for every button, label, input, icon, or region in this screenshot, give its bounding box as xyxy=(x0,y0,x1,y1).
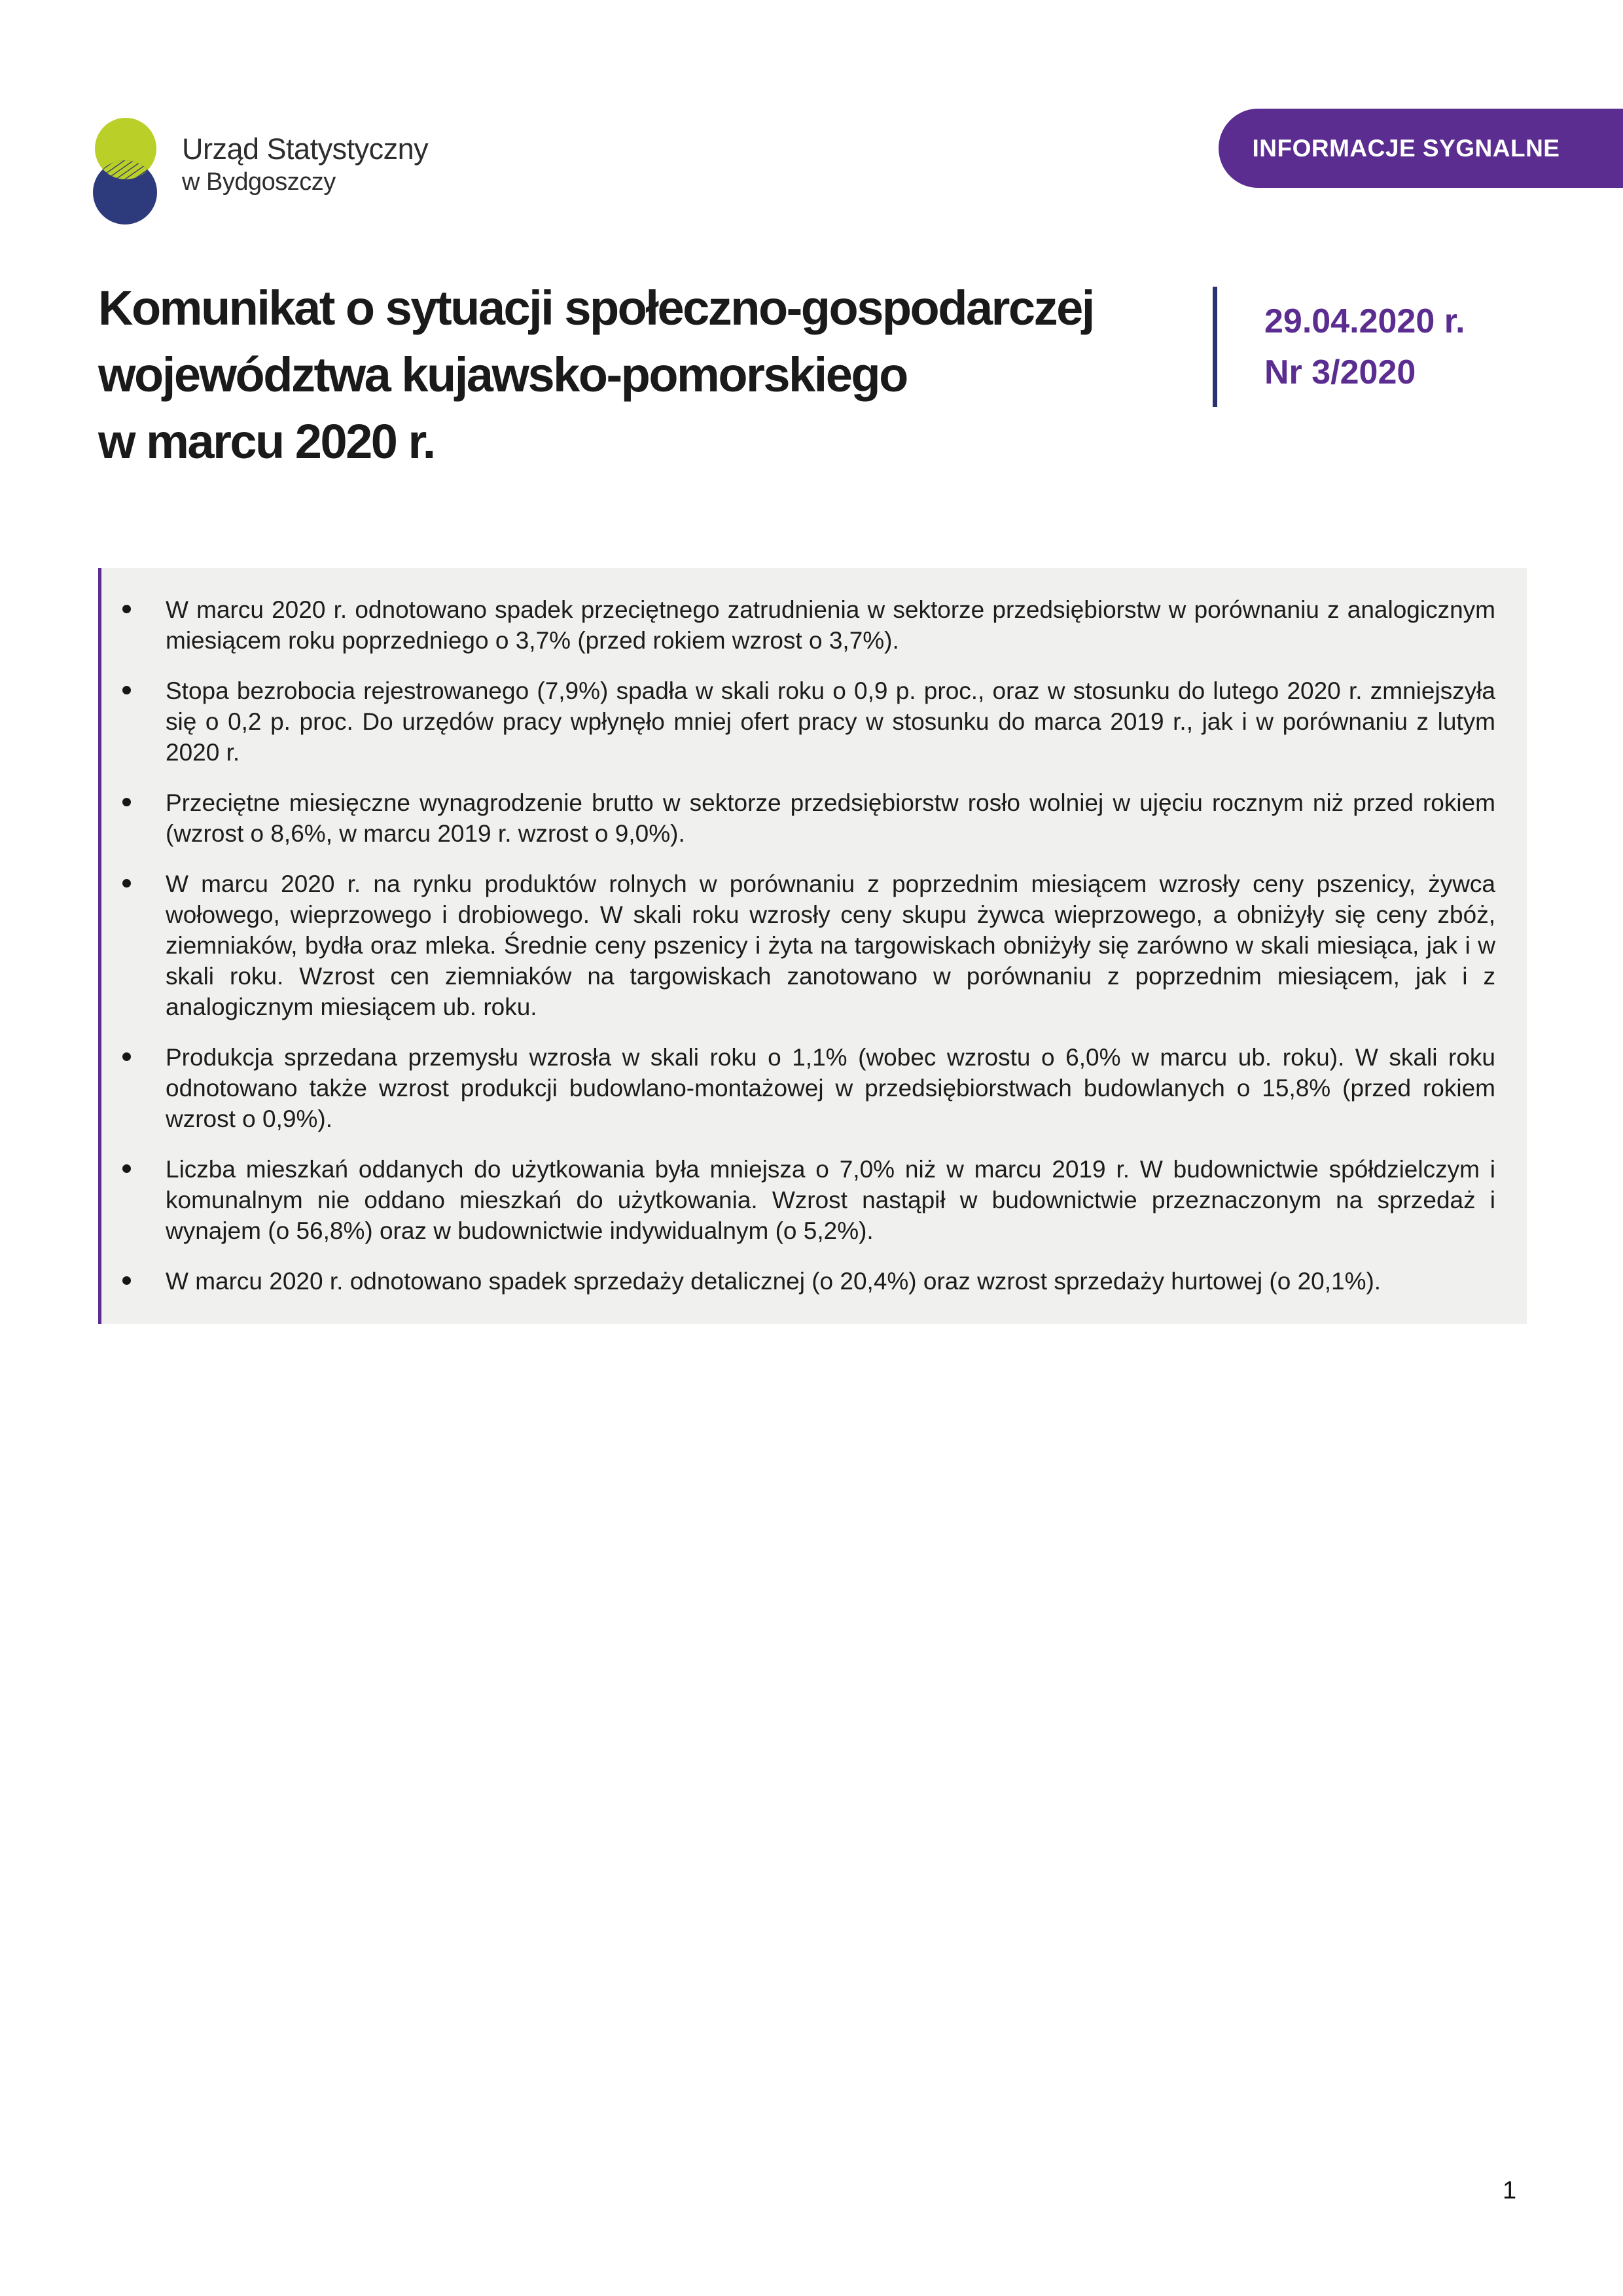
issue-number: Nr 3/2020 xyxy=(1264,353,1416,391)
page-title-line1: Komunikat o sytuacji społeczno-gospodarczej xyxy=(98,281,1094,335)
logo-org-line1: Urząd Statystyczny xyxy=(182,132,429,166)
logo-org-line2: w Bydgoszczy xyxy=(182,168,336,196)
list-item: W marcu 2020 r. na rynku produktów rolnych w porównaniu z poprzednim miesiącem wzrosły ceny pszenicy, żywca wołowego, wieprzowego i drobiowego. W skali roku wzrosły ceny skupu żywca wieprzowego, a obniżyły się ceny zbóż, ziemniaków, bydła oraz mleka. Średnie ceny pszenicy i żyta na targowiskach obniżyły się zarówno w skali miesiąca, jak i w skali roku. Wzrost cen ziemniaków na targowiskach zanotowano w porównaniu z poprzednim miesiącem, jak i z analogicznym miesiącem ub. roku. xyxy=(166,869,1495,1022)
list-item: Przeciętne miesięczne wynagrodzenie brutto w sektorze przedsiębiorstw rosło wolniej w ujęciu rocznym niż przed rokiem (wzrost o 8,6%, w marcu 2019 r. wzrost o 9,0%). xyxy=(166,787,1495,849)
statistical-office-logo xyxy=(92,113,428,237)
page-title-line3: w marcu 2020 r. xyxy=(98,414,435,469)
publication-date: 29.04.2020 r. xyxy=(1264,302,1465,340)
informacje-sygnalne-badge xyxy=(1219,109,1623,188)
page-title xyxy=(98,275,1094,475)
publication-meta xyxy=(1213,287,1465,407)
list-item: Liczba mieszkań oddanych do użytkowania była mniejsza o 7,0% niż w marcu 2019 r. W budownictwie spółdzielczym i komunalnym nie oddano mieszkań do użytkowania. Wzrost nastąpił w budownictwie przeznaczonym na sprzedaż i wynajem (o 56,8%) oraz w budownictwie indywidualnym (o 5,2%). xyxy=(166,1154,1495,1246)
list-item: W marcu 2020 r. odnotowano spadek sprzedaży detalicznej (o 20,4%) oraz wzrost sprzedaży hurtowej (o 20,1%). xyxy=(166,1266,1495,1297)
badge-label: INFORMACJE SYGNALNE xyxy=(1252,134,1560,162)
page-title-line2: województwa kujawsko-pomorskiego xyxy=(98,348,907,402)
list-item: W marcu 2020 r. odnotowano spadek przeciętnego zatrudnienia w sektorze przedsiębiorstw w porównaniu z analogicznym miesiącem roku poprzedniego o 3,7% (przed rokiem wzrost o 3,7%). xyxy=(166,594,1495,656)
page-number: 1 xyxy=(1503,2177,1517,2204)
list-item: Stopa bezrobocia rejestrowanego (7,9%) spadła w skali roku o 0,9 p. proc., oraz w stosunku do lutego 2020 r. zmniejszyła się o 0,2 p. proc. Do urzędów pracy wpłynęło mniej ofert pracy w stosunku do marca 2019 r., jak i w porównaniu z lutym 2020 r. xyxy=(166,675,1495,768)
summary-bullet-list xyxy=(166,594,1495,1297)
two-circles-logo-icon xyxy=(92,113,165,237)
logo-org-name xyxy=(182,113,428,194)
list-item: Produkcja sprzedana przemysłu wzrosła w skali roku o 1,1% (wobec wzrostu o 6,0% w marcu ub. roku). W skali roku odnotowano także wzrost produkcji budowlano-montażowej w przedsiębiorstwach budowlanych o 15,8% (przed rokiem wzrost o 0,9%). xyxy=(166,1042,1495,1134)
summary-box xyxy=(98,568,1527,1324)
